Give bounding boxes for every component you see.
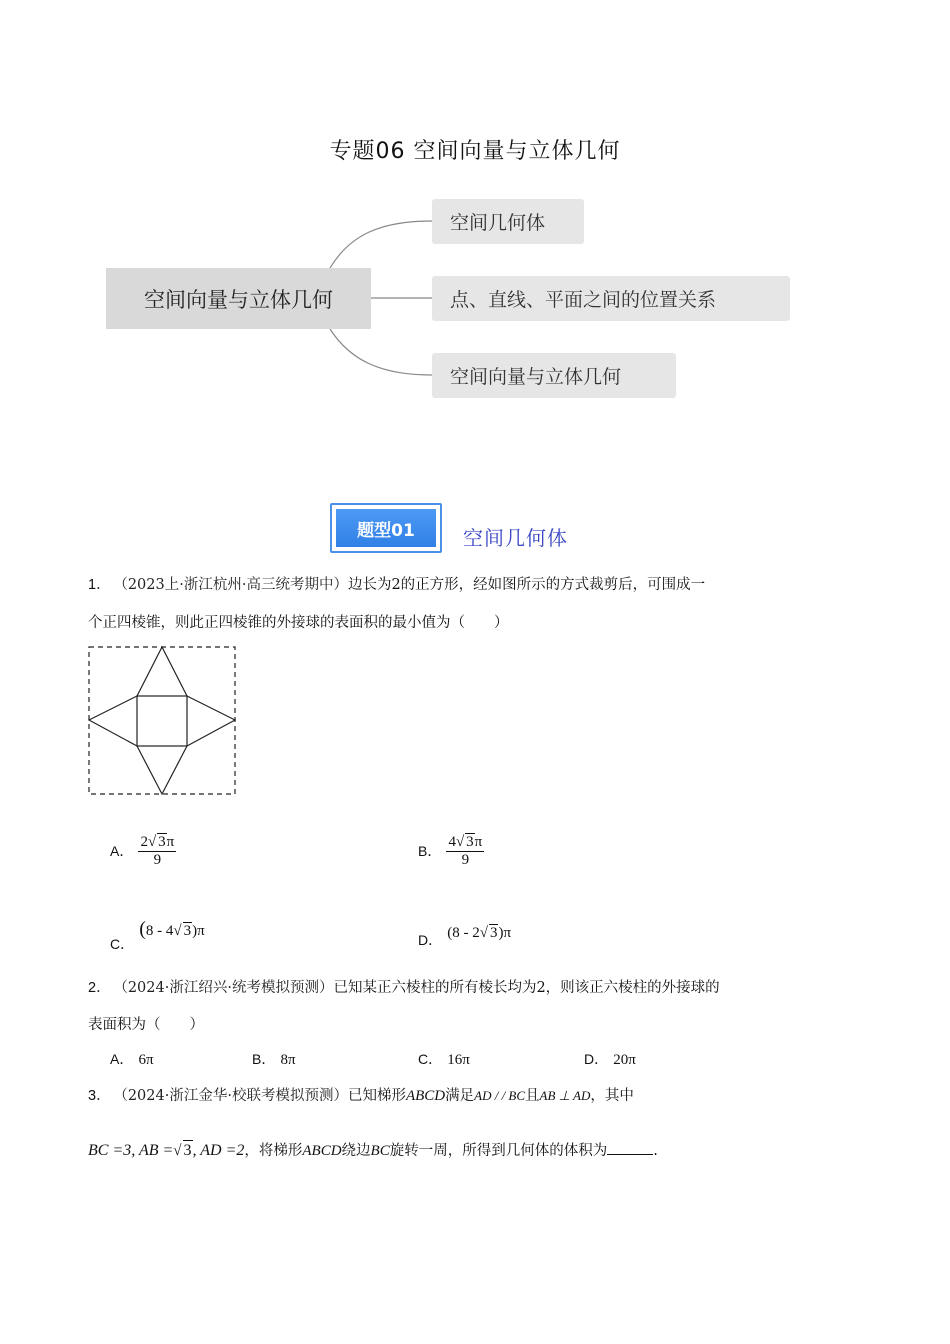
q2-source: （2024·浙江绍兴·统考模拟预测）	[120, 980, 334, 996]
q1-text-1: 边长为2的正方形，经如图所示的方式裁剪后，可围成一	[347, 577, 706, 593]
section-badge-label: 题型01	[336, 509, 436, 547]
q1-line2: 个正四棱锥，则此正四棱锥的外接球的表面积的最小值为（ ）	[88, 615, 509, 631]
q1-option-d-value: (8 - 2√ 3)π	[447, 925, 512, 941]
q2-line1	[88, 978, 720, 998]
q2-option-a[interactable]: A． 6π	[110, 1051, 154, 1068]
q2-option-b[interactable]: B． 8π	[252, 1051, 296, 1068]
q3-line2: BC =3, AB =√ 3, AD =2，将梯形ABCD绕边BC旋转一周，所得到几何体的体积为 .	[88, 1142, 658, 1159]
q1-option-b-value: $\frac{4√ 3\pi}{9}$	[448, 834, 483, 868]
q1-line1	[88, 575, 705, 595]
q2-text-1: 已知某正六棱柱的所有棱长均为2，则该正六棱柱的外接球的	[333, 980, 720, 996]
mindmap-branch-positions: 点、直线、平面之间的位置关系	[432, 276, 790, 321]
q2-option-d[interactable]: D． 20π	[584, 1051, 636, 1068]
q1-option-c-value: (8 - 4√ 3)π	[139, 918, 205, 940]
q1-option-b[interactable]: B． $\frac{4√ 3\pi}{9}$	[418, 834, 483, 868]
q1-source: （2023上·浙江杭州·高三统考期中）	[120, 577, 348, 593]
q3-line1: 3． （2024·浙江金华·校联考模拟预测）已知梯形ABCD满足AD / / BC且AB ⊥ AD，其中	[88, 1088, 634, 1104]
q3-answer-blank[interactable]	[607, 1140, 653, 1155]
q1-option-a-value: $\frac{2√ 3\pi}{9}$	[140, 834, 175, 868]
q3-number: 3．	[88, 1088, 111, 1104]
q2-option-c[interactable]: C． 16π	[418, 1051, 470, 1068]
mindmap-root: 空间向量与立体几何	[106, 268, 371, 329]
q1-square-figure	[88, 646, 236, 796]
q2-number: 2．	[88, 980, 111, 996]
q3-source: （2024·浙江金华·校联考模拟预测）	[120, 1088, 348, 1104]
mindmap-branch-geometry: 空间几何体	[432, 199, 584, 244]
q2-line2: 表面积为（ ）	[88, 1017, 204, 1033]
page-title: 专题06 空间向量与立体几何	[329, 139, 621, 164]
q1-option-c[interactable]: C． (8 - 4√ 3)π	[110, 918, 205, 952]
mindmap-branch-vectors: 空间向量与立体几何	[432, 353, 676, 398]
q1-option-d[interactable]: D． (8 - 2√ 3)π	[418, 925, 512, 948]
q1-number: 1．	[88, 577, 111, 593]
section-title: 空间几何体	[463, 526, 568, 550]
q1-option-a[interactable]: A． $\frac{2√ 3\pi}{9}$	[110, 834, 175, 868]
section-badge	[330, 503, 442, 553]
